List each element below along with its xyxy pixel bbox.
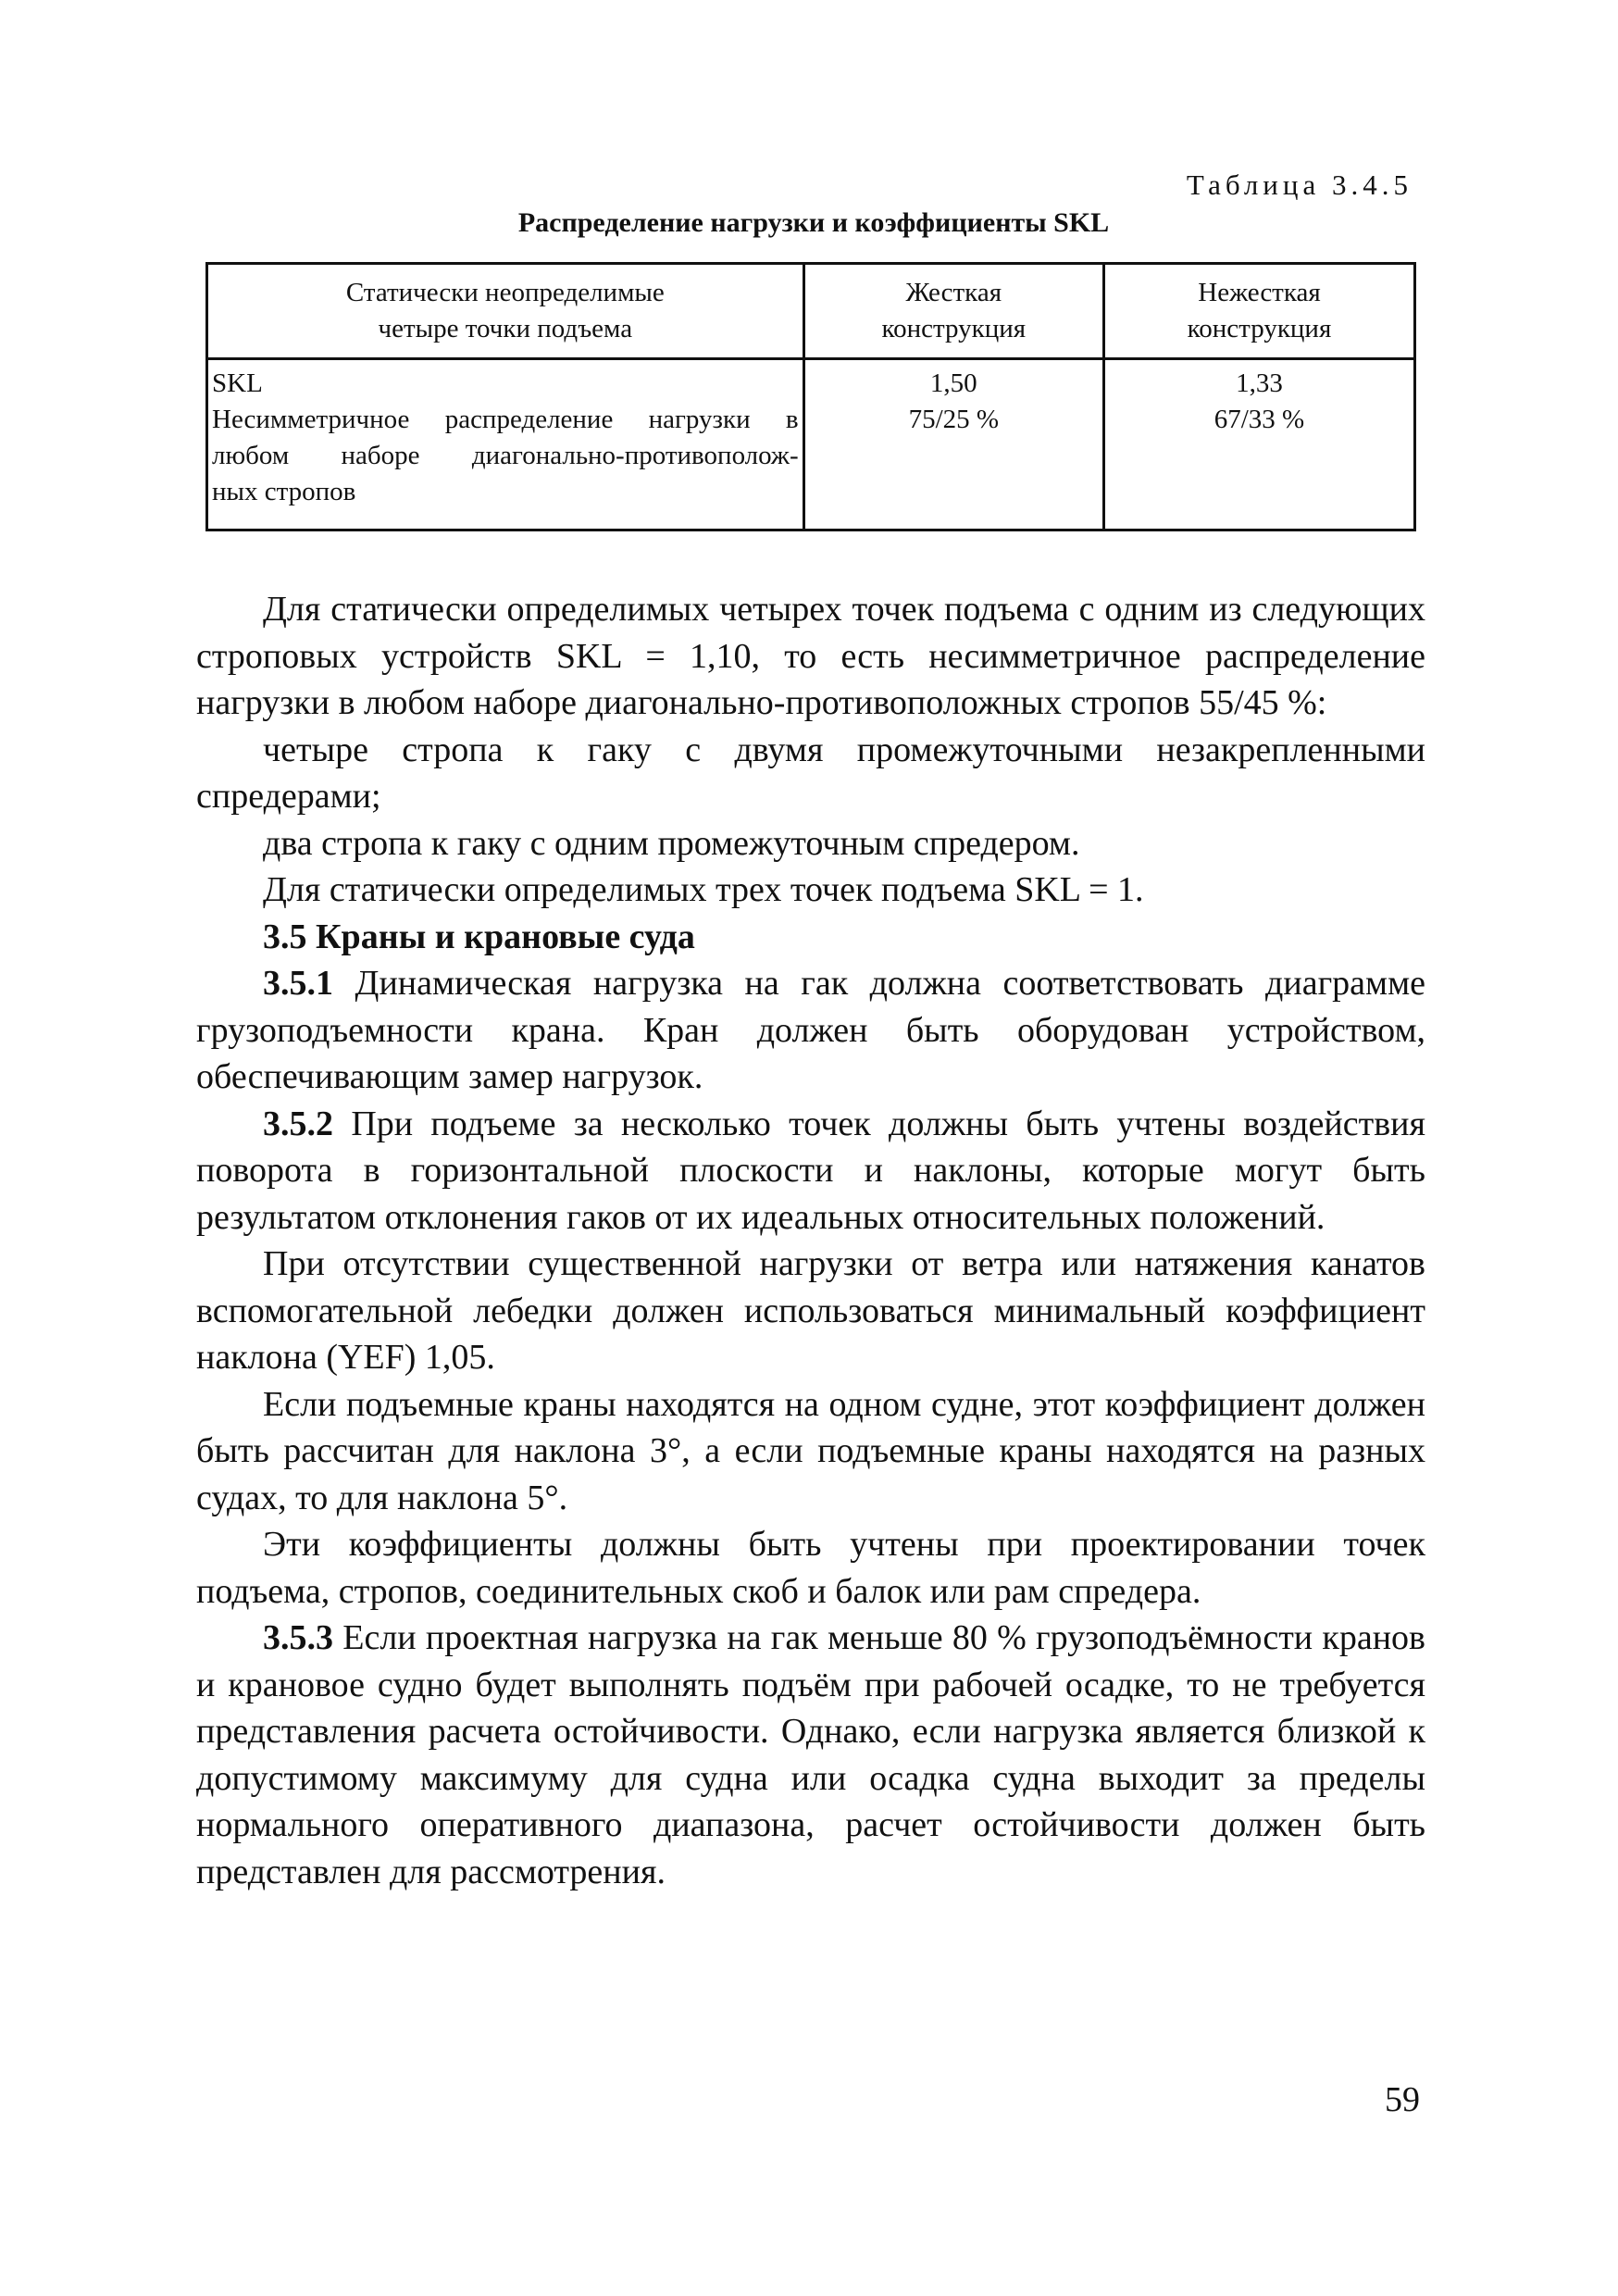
header-line: Жесткая	[905, 278, 1002, 307]
paragraph-text: четыре стропа к гаку с двумя промежуточными незакрепленными спредерами;	[196, 730, 1425, 816]
section-heading	[196, 914, 1425, 961]
table-title: Распределение нагрузки и коэффициенты SKL	[517, 207, 1110, 238]
cell-line: любом наборе диагонально-противополож-	[212, 441, 799, 470]
cell-nonrigid-values	[1103, 359, 1414, 530]
page-number: 59	[1385, 2080, 1420, 2119]
header-line: конструкция	[1187, 314, 1332, 343]
header-line: конструкция	[881, 314, 1027, 343]
paragraph	[196, 820, 1425, 867]
cell-skl-description	[207, 359, 804, 530]
header-cell-statically-indeterminate	[207, 264, 804, 359]
paragraph-text: Динамическая нагрузка на гак должна соответствовать диаграмме грузоподъемности крана. Кран должен быть оборудован устройством, обеспечивающим замер нагрузок.	[196, 964, 1425, 1096]
paragraph-text: два стропа к гаку с одним промежуточным спредером.	[263, 823, 1080, 863]
paragraph	[196, 1101, 1425, 1242]
section-heading-text: 3.5 Краны и крановые суда	[263, 917, 695, 956]
paragraph	[196, 1615, 1425, 1895]
header-line: Статически неопределимые	[345, 278, 665, 307]
load-distribution-table	[205, 262, 1416, 531]
table-header-row	[207, 264, 1415, 359]
cell-line: Несимметричное распределение нагрузки в	[212, 405, 799, 434]
table-row	[207, 359, 1415, 530]
paragraph	[196, 867, 1425, 914]
paragraph-text: Для статически определимых четырех точек подъема с одним из следующих строповых устройств SKL = 1,10, то есть несимметричное распределение нагрузки в любом наборе диагонально-противоположных стропов 55/45 %:	[196, 590, 1425, 722]
cell-line: 1,50	[929, 368, 977, 398]
paragraph	[196, 1381, 1425, 1522]
paragraph	[196, 586, 1425, 727]
cell-line: 67/33 %	[1214, 405, 1305, 434]
header-line: четыре точки подъема	[378, 314, 633, 343]
header-cell-rigid-structure	[803, 264, 1103, 359]
cell-line: SKL	[212, 368, 263, 398]
paragraph-text: Если подъемные краны находятся на одном судне, этот коэффициент должен быть рассчитан для наклона 3°, а если подъемные краны находятся на разных судах, то для наклона 5°.	[196, 1384, 1425, 1517]
paragraph-text: При отсутствии существенной нагрузки от ветра или натяжения канатов вспомогательной лебедки должен использоваться минимальный коэффициент наклона (YEF) 1,05.	[196, 1244, 1425, 1377]
header-line: Нежесткая	[1198, 278, 1321, 307]
paragraph-text: Для статически определимых трех точек подъема SKL = 1.	[263, 870, 1144, 909]
paragraph	[196, 1521, 1425, 1615]
paragraph-text: Эти коэффициенты должны быть учтены при проектировании точек подъема, стропов, соединительных скоб и балок или рам спредера.	[196, 1525, 1425, 1611]
paragraph	[196, 727, 1425, 820]
paragraph	[196, 960, 1425, 1101]
cell-line: 1,33	[1236, 368, 1283, 398]
clause-number: 3.5.1	[263, 964, 333, 1003]
body-text	[196, 586, 1425, 1895]
header-cell-nonrigid-structure	[1103, 264, 1414, 359]
paragraph-text: Если проектная нагрузка на гак меньше 80 % грузоподъёмности кранов и крановое судно будет выполнять подъём при рабочей осадке, то не требуется представления расчета остойчивости. Однако, если нагрузка является близкой к допустимому максимуму для судна или осадка судна выходит за пределы нормального оперативного диапазона, расчет остойчивости должен быть представлен для рассмотрения.	[196, 1618, 1425, 1891]
cell-line: ных стропов	[212, 477, 356, 506]
clause-number: 3.5.3	[263, 1618, 333, 1657]
table-number-label: Таблица 3.4.5	[1186, 168, 1413, 201]
cell-line: 75/25 %	[908, 405, 1000, 434]
clause-number: 3.5.2	[263, 1104, 333, 1143]
paragraph-text: При подъеме за несколько точек должны быть учтены воздействия поворота в горизонтальной плоскости и наклоны, которые могут быть результатом отклонения гаков от их идеальных относительных положений.	[196, 1104, 1425, 1237]
paragraph	[196, 1241, 1425, 1381]
cell-rigid-values	[803, 359, 1103, 530]
